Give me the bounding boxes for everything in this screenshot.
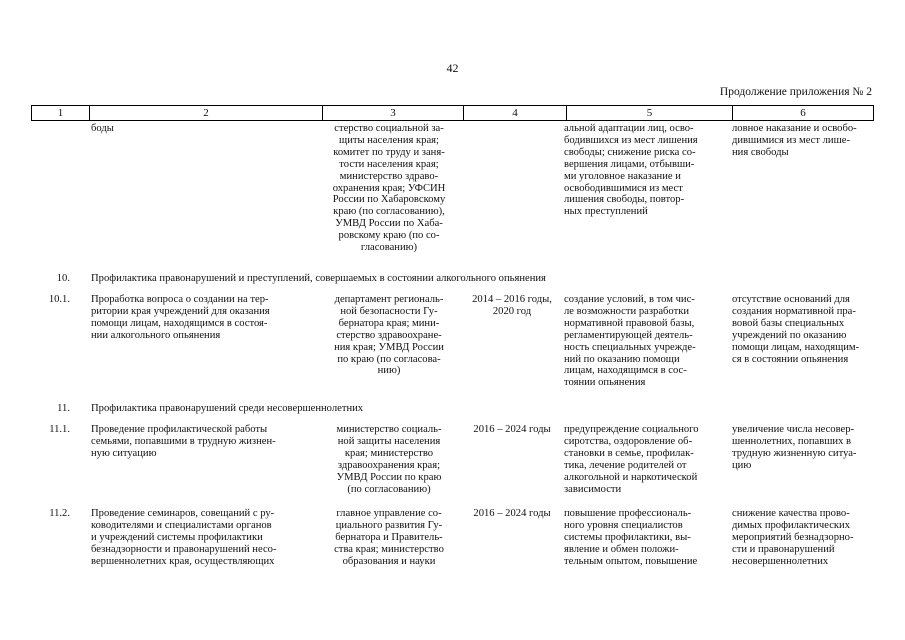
cont-measure: боды [91, 123, 114, 134]
row-10-1-risk: отсутствие оснований для создания нормативной пра- вовой базы специальных учреждений по оказанию помощи лицам, находящим- ся в состоянии опьянения [732, 294, 860, 365]
cont-executors: стерство социальной за- щиты населения края; комитет по труду и заня- тости населения края; министерство здраво- охранения края; УФСИН России по Хабаровскому краю (по согласованию), УМВД России по Хаба- ровскому краю (по со- гласованию) [332, 123, 446, 254]
row-10-1-executors: департамент региональ- ной безопасности Гу- бернатора края; мини- стерство здравоохране- ния края; УМВД России по краю (по согласова- нию) [334, 294, 444, 377]
cont-expected-result: альной адаптации лиц, осво- бодившихся из мест лишения свободы; снижение риска со- вершения лицами, отбывши- ми уголовное наказание и освободившимися из мест лишения свободы, повтор- ных преступлений [564, 123, 698, 218]
row-11-2-number: 11.2. [49, 508, 70, 519]
row-11-1-expected-result: предупреждение социального сиротства, оздоровление об- становки в семье, профилак- тика, лечение родителей от алкогольной и наркотической зависимости [564, 424, 699, 495]
row-11-1-period: 2016 – 2024 годы [473, 424, 551, 435]
row-10-1-number: 10.1. [48, 294, 70, 305]
column-number-header [31, 105, 874, 121]
section-10-number: 10. [56, 273, 70, 284]
row-10-1-period: 2014 – 2016 годы, 2020 год [472, 294, 552, 317]
section-11-title: Профилактика правонарушений среди несовершеннолетних [91, 403, 364, 414]
row-11-2-period: 2016 – 2024 годы [473, 508, 551, 519]
header-cell-4: 4 [464, 106, 567, 121]
row-10-1-expected-result: создание условий, в том чис- ле возможности разработки нормативной правовой базы, регламентирующей деятель- ность специальных учрежде- ний по оказанию помощи лицам, находящимся в сос- тоянии опьянения [564, 294, 696, 389]
row-10-1-measure: Проработка вопроса о создании на тер- ритории края учреждений для оказания помощи лицам, находящимся в состоя- нии алкогольного опьянения [91, 294, 270, 341]
page-number: 42 [446, 61, 459, 75]
row-11-2-expected-result: повышение профессиональ- ного уровня специалистов системы профилактики, вы- явление и обмен положи- тельным опытом, повышение [564, 508, 698, 567]
row-11-1-risk: увеличение числа несовер- шеннолетних, попавших в трудную жизненную ситуа- цию [732, 424, 857, 471]
cont-risk: ловное наказание и освобо- дившимися из мест лише- ния свободы [732, 123, 857, 158]
header-cell-1: 1 [32, 106, 90, 121]
row-11-2-risk: снижение качества прово- димых профилактических мероприятий безнадзорно- сти и правонарушений несовершеннолетних [732, 508, 854, 567]
continuation-label: Продолжение приложения № 2 [719, 86, 872, 98]
row-11-1-executors: министерство социаль- ной защиты населения края; министерство здравоохранения края; УМВД России по краю (по согласованию) [336, 424, 442, 495]
section-11-number: 11. [57, 403, 70, 414]
section-10-title: Профилактика правонарушений и преступлений, совершаемых в состоянии алкогольного опьянения [91, 273, 546, 284]
row-11-1-number: 11.1. [49, 424, 70, 435]
row-11-2-executors: главное управление со- циального развития Гу- бернатора и Правитель- ства края; министерство образования и науки [334, 508, 444, 567]
header-cell-2: 2 [90, 106, 323, 121]
header-cell-3: 3 [323, 106, 464, 121]
header-cell-5: 5 [567, 106, 733, 121]
header-cell-6: 6 [733, 106, 874, 121]
row-11-1-measure: Проведение профилактической работы семьями, попавшими в трудную жизнен- ную ситуацию [91, 424, 276, 459]
row-11-2-measure: Проведение семинаров, совещаний с ру- ководителями и специалистами органов и учреждений системы профилактики безнадзорности и правонарушений несо- вершеннолетних края, осуществляющих [91, 508, 277, 567]
header-row [32, 106, 874, 121]
